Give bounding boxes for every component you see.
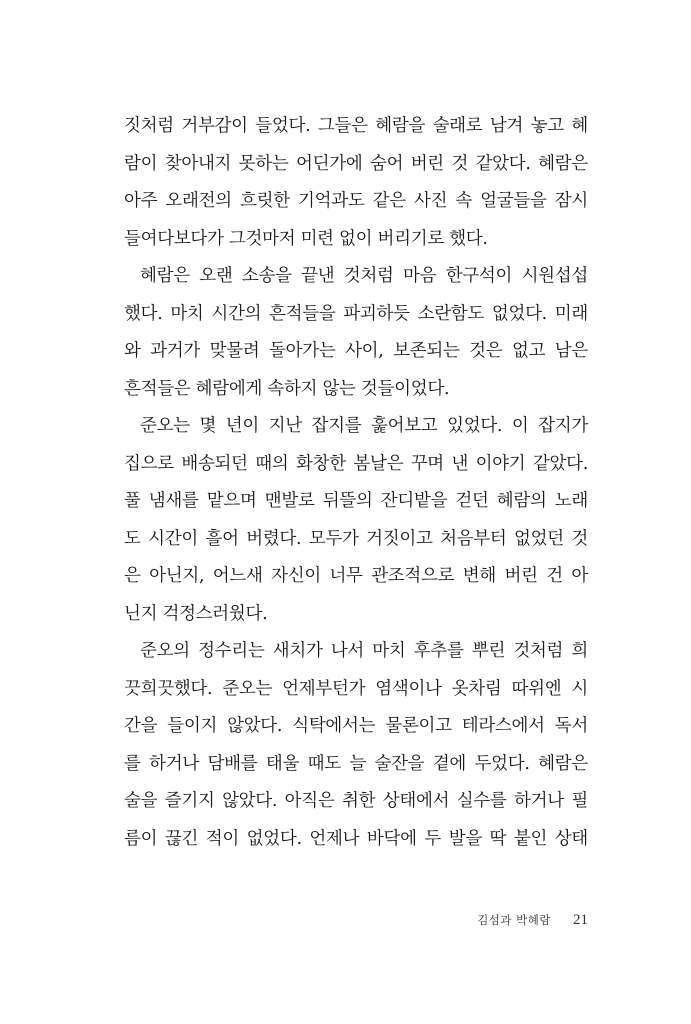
running-title: 김섬과 박혜람 xyxy=(477,913,551,927)
text-line: 은 아닌지, 어느새 자신이 너무 관조적으로 변해 버린 건 아 xyxy=(124,566,588,586)
text-line: 했다. 마치 시간의 흔적들을 파괴하듯 소란함도 없었다. 미래 xyxy=(124,303,588,324)
text-line: 끗희끗했다. 준오는 언제부턴가 염색이나 옷차림 따위엔 시 xyxy=(124,678,588,699)
text-line: 들여다보다가 그것마저 미련 없이 버리기로 했다. xyxy=(124,228,488,249)
text-line: 준오의 정수리는 새치가 나서 마치 후추를 뿌린 것처럼 희 xyxy=(140,641,588,661)
text-line: 와 과거가 맞물려 돌아가는 사이, 보존되는 것은 없고 남은 xyxy=(124,341,588,361)
text-line: 흔적들은 혜람에게 속하지 않는 것들이었다. xyxy=(124,378,450,399)
text-line: 닌지 걱정스러웠다. xyxy=(124,603,268,624)
text-line: 를 하거나 담배를 태울 때도 늘 술잔을 곁에 두었다. 혜람은 xyxy=(124,753,588,774)
text-line: 름이 끊긴 적이 없었다. 언제나 바닥에 두 발을 딱 붙인 상태 xyxy=(124,828,588,849)
text-line: 도 시간이 흘어 버렸다. 모두가 거짓이고 처음부터 없었던 것 xyxy=(124,528,588,549)
text-line: 짓처럼 거부감이 들었다. 그들은 혜람을 술래로 남겨 놓고 혜 xyxy=(124,116,588,136)
text-line: 집으로 배송되던 때의 화창한 봄날은 꾸며 낸 이야기 같았다. xyxy=(124,453,588,474)
text-line: 간을 들이지 않았다. 식탁에서는 물론이고 테라스에서 독서 xyxy=(124,716,588,736)
body-text xyxy=(124,108,588,858)
text-line: 준오는 몇 년이 지난 잡지를 훑어보고 있었다. 이 잡지가 xyxy=(140,416,588,436)
page-number: 21 xyxy=(573,912,588,928)
text-line: 술을 즐기지 않았다. 아직은 취한 상태에서 실수를 하거나 필 xyxy=(124,791,588,811)
text-line: 풀 냄새를 맡으며 맨발로 뒤뜰의 잔디밭을 걷던 혜람의 노래 xyxy=(124,491,588,511)
text-line: 람이 찾아내지 못하는 어딘가에 숨어 버린 것 같았다. 혜람은 xyxy=(124,153,588,174)
text-line: 아주 오래전의 흐릿한 기억과도 같은 사진 속 얼굴들을 잠시 xyxy=(124,191,588,211)
page-footer xyxy=(440,912,588,929)
text-line: 혜람은 오랜 소송을 끝낸 것처럼 마음 한구석이 시원섭섭 xyxy=(140,266,588,286)
